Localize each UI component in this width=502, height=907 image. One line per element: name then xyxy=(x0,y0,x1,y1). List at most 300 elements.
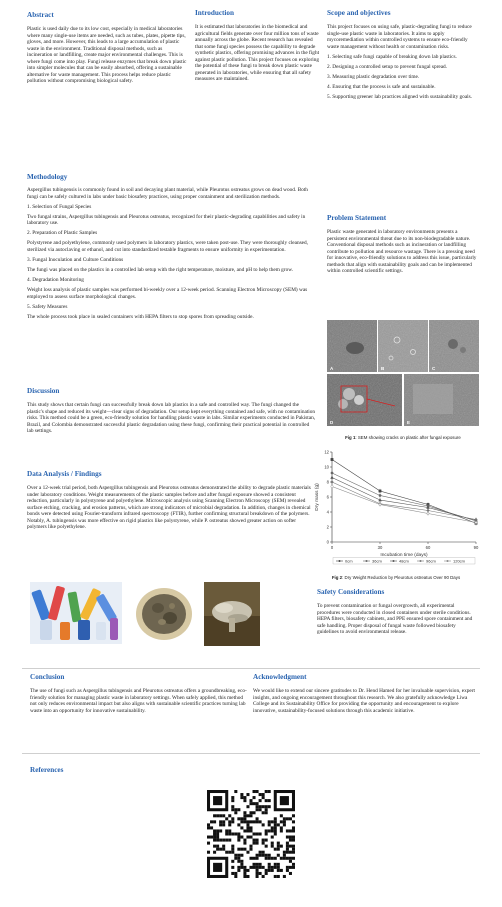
qr-module xyxy=(256,854,259,857)
qr-module xyxy=(265,790,268,793)
qr-module xyxy=(271,869,274,872)
qr-module xyxy=(265,854,268,857)
qr-module xyxy=(274,875,277,878)
qr-module xyxy=(243,811,246,814)
qr-module xyxy=(237,839,240,842)
qr-module xyxy=(289,860,292,863)
qr-module xyxy=(253,863,256,866)
qr-module xyxy=(286,836,289,839)
sem-panel-a xyxy=(327,320,377,372)
qr-module xyxy=(259,851,262,854)
qr-module xyxy=(265,799,268,802)
qr-module xyxy=(207,842,210,845)
abstract-text: Plastic is used daily due to its low cost, especially in medical laboratories where many single-use items are needed, such as tubes, plates, pipette tips, gloves, and more. However, this leads to a large accumulation of plastic waste in the environment. Traditional disposal methods, such as incineration or landfilling, create major environmental challenges. This is where fungi come into play. Fungi release enzymes that break down plastic into simpler molecules that can be easily absorbed, offering a sustainable alternative for waste management. This process helps reduce plastic pollution without compromising biological safety. xyxy=(27,26,187,84)
qr-module xyxy=(222,820,225,823)
qr-module xyxy=(249,829,252,832)
qr-code-icon[interactable] xyxy=(207,790,295,878)
qr-module xyxy=(256,842,259,845)
references-section xyxy=(30,766,230,775)
qr-module xyxy=(274,866,277,869)
sem-panel-letter: E xyxy=(407,420,411,425)
qr-module xyxy=(292,839,295,842)
methodology-step-heading: 5. Safety Measures xyxy=(27,303,68,310)
acknowledgment-text: We would like to extend our sincere gratitudes to Dr. Hend Hamed for her invaluable supervision, expert insights, and ongoing encouragement throughout this research. We also gratefully acknowledge Liwa College and its Sustainability Office for providing the opportunity and encouragement to explore innovative, sustainability-focused solutions through this academic initiative. xyxy=(253,688,475,714)
qr-module xyxy=(216,839,219,842)
qr-module xyxy=(292,814,295,817)
qr-module xyxy=(292,857,295,860)
lab-plastic-waste-photo xyxy=(30,582,122,644)
qr-module xyxy=(234,854,237,857)
qr-module xyxy=(259,820,262,823)
qr-module xyxy=(286,829,289,832)
qr-module xyxy=(234,811,237,814)
qr-module xyxy=(234,790,237,793)
qr-module xyxy=(237,866,240,869)
figure-2 xyxy=(310,446,482,581)
qr-module xyxy=(231,866,234,869)
qr-module xyxy=(240,860,243,863)
qr-module xyxy=(219,848,222,851)
qr-module xyxy=(283,817,286,820)
qr-module xyxy=(268,869,271,872)
qr-module xyxy=(259,808,262,811)
methodology-step-heading: 1. Selection of Fungal Species xyxy=(27,203,92,210)
legend-marker xyxy=(339,560,341,562)
qr-module xyxy=(210,820,213,823)
qr-module xyxy=(234,872,237,875)
methodology-section xyxy=(27,173,317,320)
qr-module xyxy=(292,851,295,854)
qr-module xyxy=(271,826,274,829)
qr-module xyxy=(240,793,243,796)
qr-module xyxy=(256,875,259,878)
qr-module xyxy=(243,820,246,823)
x-tick-label: 60 xyxy=(425,545,431,550)
qr-module xyxy=(289,839,292,842)
qr-module xyxy=(268,805,271,808)
qr-module xyxy=(292,826,295,829)
qr-module xyxy=(240,817,243,820)
sem-panel-letter: C xyxy=(432,366,436,371)
legend-marker xyxy=(393,560,395,562)
qr-module xyxy=(231,851,234,854)
qr-module xyxy=(265,839,268,842)
qr-module xyxy=(280,814,283,817)
qr-module xyxy=(237,808,240,811)
qr-module xyxy=(283,823,286,826)
qr-module xyxy=(231,796,234,799)
dry-weight-chart xyxy=(310,446,482,568)
qr-module xyxy=(219,829,222,832)
sem-panel-d xyxy=(327,374,402,426)
qr-module xyxy=(283,820,286,823)
discussion-section xyxy=(27,387,317,435)
qr-module xyxy=(265,829,268,832)
qr-module xyxy=(262,823,265,826)
scope-item: 5. Supporting greener lab practices aligned with sustainability goals. xyxy=(327,93,473,100)
methodology-step-heading: 3. Fungal Inoculation and Culture Conditions xyxy=(27,256,124,263)
introduction-title: Introduction xyxy=(195,9,235,17)
qr-module xyxy=(277,848,280,851)
qr-module xyxy=(222,814,225,817)
qr-module xyxy=(259,799,262,802)
conclusion-text: The use of fungi such as Aspergillus tubingensis and Pleurotus ostreatus offers a groundbreaking, eco-friendly solution for managing plastic waste in laboratory settings. When safely applied, this method not only reduces environmental impact but also aligns with sustainable scientific practices turning lab waste into an opportunity for innovative sustainability. xyxy=(30,688,247,714)
data-point xyxy=(331,476,334,479)
abstract-section xyxy=(27,11,187,85)
qr-module xyxy=(240,854,243,857)
data-point xyxy=(331,472,333,474)
qr-module xyxy=(289,866,292,869)
qr-module xyxy=(262,796,265,799)
qr-module xyxy=(253,839,256,842)
qr-module xyxy=(277,845,280,848)
qr-module xyxy=(274,823,277,826)
qr-module xyxy=(292,863,295,866)
methodology-step-heading: 2. Preparation of Plastic Samples xyxy=(27,230,98,237)
qr-module xyxy=(228,823,231,826)
qr-module xyxy=(240,866,243,869)
y-tick-label: 0 xyxy=(326,539,329,545)
qr-module xyxy=(256,790,259,793)
qr-module xyxy=(246,823,249,826)
qr-module xyxy=(280,869,283,872)
qr-module xyxy=(246,826,249,829)
qr-module xyxy=(231,872,234,875)
qr-module xyxy=(231,845,234,848)
qr-module xyxy=(249,848,252,851)
y-tick-label: 10 xyxy=(324,464,329,470)
qr-module xyxy=(259,872,262,875)
qr-module xyxy=(237,817,240,820)
qr-module xyxy=(289,836,292,839)
qr-module xyxy=(292,845,295,848)
qr-module xyxy=(249,866,252,869)
figure-1 xyxy=(327,320,479,440)
qr-module xyxy=(231,832,234,835)
scope-section xyxy=(327,9,479,100)
sem-panels-image xyxy=(327,320,479,428)
qr-module xyxy=(289,829,292,832)
qr-module xyxy=(271,866,274,869)
qr-module xyxy=(262,842,265,845)
qr-module xyxy=(277,863,280,866)
x-axis-label: Incubation time (days) xyxy=(380,553,428,558)
qr-module xyxy=(246,875,249,878)
qr-module xyxy=(271,836,274,839)
qr-module xyxy=(256,832,259,835)
safety-section xyxy=(317,588,477,636)
qr-module xyxy=(225,851,228,854)
qr-module xyxy=(246,829,249,832)
qr-module xyxy=(213,832,216,835)
qr-module xyxy=(237,869,240,872)
qr-module xyxy=(216,848,219,851)
qr-module xyxy=(225,839,228,842)
methodology-paragraph: Two fungal strains, Aspergillus tubingensis and Pleurotus ostreatus, recognized for their plastic-degrading capabilities and safety in laboratory use. xyxy=(27,213,306,227)
qr-module xyxy=(231,805,234,808)
qr-module xyxy=(246,851,249,854)
qr-module xyxy=(237,832,240,835)
qr-module xyxy=(231,848,234,851)
problem-section xyxy=(327,214,479,275)
qr-module xyxy=(219,839,222,842)
discussion-title: Discussion xyxy=(27,387,60,395)
scope-title: Scope and objectives xyxy=(327,9,391,17)
qr-module xyxy=(286,869,289,872)
fungal-culture-plate-photo xyxy=(134,586,194,642)
qr-module xyxy=(243,866,246,869)
qr-module xyxy=(249,845,252,848)
x-tick-label: 90 xyxy=(473,545,479,550)
qr-module xyxy=(283,854,286,857)
qr-finder-core xyxy=(213,863,222,872)
qr-module xyxy=(213,836,216,839)
safety-title: Safety Considerations xyxy=(317,588,385,596)
analysis-section xyxy=(27,470,317,531)
qr-module xyxy=(246,836,249,839)
qr-module xyxy=(249,799,252,802)
acknowledgment-section xyxy=(253,673,478,714)
qr-module xyxy=(286,817,289,820)
qr-module xyxy=(256,866,259,869)
qr-module xyxy=(219,820,222,823)
qr-module xyxy=(271,857,274,860)
problem-title: Problem Statement xyxy=(327,214,387,222)
y-tick-label: 4 xyxy=(326,509,329,515)
methodology-step-heading: 4. Degradation Monitoring xyxy=(27,277,84,284)
qr-module xyxy=(243,869,246,872)
qr-module xyxy=(265,808,268,811)
qr-module xyxy=(207,851,210,854)
qr-module xyxy=(240,848,243,851)
qr-module xyxy=(262,866,265,869)
qr-module xyxy=(253,796,256,799)
qr-module xyxy=(207,823,210,826)
qr-module xyxy=(213,814,216,817)
qr-module xyxy=(268,857,271,860)
series-line xyxy=(332,460,476,524)
y-axis-label: Dry mass (g) xyxy=(315,483,320,511)
qr-module xyxy=(228,839,231,842)
qr-module xyxy=(253,820,256,823)
qr-module xyxy=(283,875,286,878)
discussion-text: This study shows that certain fungi can successfully break down lab plastics in a safe and controlled way. The fungi changed the plastic's shape and reduced its weight—clear signs of degradation. Our setup kept everything contained and safe, with no contamination risks. This method could be a green, eco-friendly solution for handling plastic waste in labs. Similar experiments conducted in Pakistan, Brazil, and Colombia demonstrated successful plastic degradation using these fungi, confirming their practical potential in controlled lab settings. xyxy=(27,402,316,434)
qr-module xyxy=(231,808,234,811)
qr-module xyxy=(262,839,265,842)
qr-module xyxy=(240,820,243,823)
qr-module xyxy=(237,854,240,857)
qr-module xyxy=(234,832,237,835)
qr-module xyxy=(243,799,246,802)
qr-module xyxy=(259,805,262,808)
qr-module xyxy=(262,793,265,796)
introduction-section xyxy=(195,9,320,83)
qr-module xyxy=(289,817,292,820)
qr-module xyxy=(243,796,246,799)
qr-module xyxy=(274,826,277,829)
qr-module xyxy=(286,851,289,854)
qr-module xyxy=(228,832,231,835)
analysis-title: Data Analysis / Findings xyxy=(27,470,102,478)
methodology-paragraph: The whole process took place in sealed containers with HEPA filters to stop spores from spreading outside. xyxy=(27,313,254,320)
qr-module xyxy=(274,857,277,860)
qr-module xyxy=(280,857,283,860)
introduction-text: It is estimated that laboratories in the biomedical and agricultural fields generate over four million tons of waste annually across the globe. Recent research has revealed that some fungi species possess the capability to degrade synthetic plastics, offering promising advances in the fight against plastic pollution. This project focuses on exploring the potential of these fungi to break down plastic waste generated in laboratories, while ensuring that all safety measures are maintained. xyxy=(195,24,320,82)
qr-module xyxy=(243,839,246,842)
qr-module xyxy=(253,790,256,793)
qr-module xyxy=(289,845,292,848)
qr-module xyxy=(280,820,283,823)
scope-item: 1. Selecting safe fungi capable of breaking down lab plastics. xyxy=(327,53,457,60)
qr-module xyxy=(249,802,252,805)
qr-module xyxy=(259,863,262,866)
methodology-paragraph: Polystyrene and polyethylene, commonly used polymers in laboratory plastics, were taken post-use. They were thoroughly cleansed, sterilized via autoclaving or ethanol, and cut into standardized testable fragments to ensure uniformity in experimentation. xyxy=(27,240,309,253)
qr-module xyxy=(277,875,280,878)
qr-module xyxy=(213,851,216,854)
qr-module xyxy=(225,829,228,832)
qr-module xyxy=(265,805,268,808)
qr-module xyxy=(256,872,259,875)
scope-item: 2. Designing a controlled setup to prevent fungal spread. xyxy=(327,63,448,70)
qr-module xyxy=(268,854,271,857)
qr-module xyxy=(249,836,252,839)
qr-module xyxy=(246,869,249,872)
qr-module xyxy=(216,832,219,835)
qr-module xyxy=(234,875,237,878)
qr-module xyxy=(259,866,262,869)
qr-module xyxy=(222,823,225,826)
qr-module xyxy=(265,845,268,848)
qr-module xyxy=(249,811,252,814)
data-point xyxy=(331,458,333,460)
qr-module xyxy=(280,829,283,832)
qr-module xyxy=(219,823,222,826)
qr-module xyxy=(292,848,295,851)
qr-module xyxy=(274,863,277,866)
divider xyxy=(22,668,480,669)
qr-module xyxy=(256,869,259,872)
qr-module xyxy=(283,857,286,860)
qr-module xyxy=(216,836,219,839)
qr-module xyxy=(249,814,252,817)
qr-module xyxy=(292,836,295,839)
problem-text: Plastic waste generated in laboratory environments presents a persistent environmental threat due to its non-biodegradable nature. Conventional disposal methods such as incineration or landfilling contribute to pollution and resource wastage. There is a pressing need for innovative, eco-friendly solutions to address this issue, particularly methods that align with sustainability goals and can be implemented within controlled scientific settings. xyxy=(327,229,477,274)
analysis-text: Over a 12-week trial period, both Aspergillus tubingensis and Pleurotus ostreatus demonstrated the ability to degrade plastic materials under laboratory conditions. Weight measurements of the plastic samples before and after fungal exposure showed a consistent reduction, particularly in polystyrene and polyethylene. Microscopic analysis using Scanning Electron Microscopy (SEM) revealed surface etching, cracking, and erosion patterns, which are strong indicators of microbial degradation. In addition, changes in chemical bonds were detected using Fourier-transform infrared spectroscopy (FTIR), further confirming structural breakdown of the polymers. Notably, A. tubingensis was more effective on rigid plastics like polystyrene, while P. ostreatus showed greater action on softer polymers like polyethylene. xyxy=(27,485,311,530)
qr-module xyxy=(246,793,249,796)
qr-module xyxy=(210,836,213,839)
qr-module xyxy=(256,863,259,866)
conclusion-section xyxy=(30,673,248,714)
qr-module xyxy=(268,866,271,869)
qr-module xyxy=(256,802,259,805)
qr-module xyxy=(259,832,262,835)
figure-2-caption xyxy=(310,575,482,581)
qr-module xyxy=(289,872,292,875)
data-point xyxy=(331,481,334,484)
qr-module xyxy=(213,839,216,842)
qr-module xyxy=(253,842,256,845)
legend-marker xyxy=(447,560,449,562)
qr-module xyxy=(207,826,210,829)
divider xyxy=(22,753,480,754)
y-tick-label: 12 xyxy=(324,449,329,455)
legend-marker xyxy=(420,560,422,562)
scope-item: 3. Measuring plastic degradation over time. xyxy=(327,73,420,80)
qr-module xyxy=(256,839,259,842)
qr-module xyxy=(228,851,231,854)
qr-module xyxy=(277,866,280,869)
series-line xyxy=(332,473,476,521)
qr-module xyxy=(262,851,265,854)
qr-module xyxy=(222,848,225,851)
qr-module xyxy=(256,805,259,808)
qr-module xyxy=(237,848,240,851)
x-tick-label: 0 xyxy=(330,545,334,550)
qr-module xyxy=(277,823,280,826)
qr-module xyxy=(286,845,289,848)
legend-label: 120cm xyxy=(453,558,466,564)
qr-module xyxy=(243,842,246,845)
qr-module xyxy=(268,820,271,823)
conclusion-title: Conclusion xyxy=(30,673,65,681)
qr-module xyxy=(262,875,265,878)
qr-module xyxy=(283,851,286,854)
qr-module xyxy=(271,820,274,823)
qr-module xyxy=(274,848,277,851)
qr-module xyxy=(268,790,271,793)
methodology-paragraph: Weight loss analysis of plastic samples was performed bi-weekly over a 12-week period. Scanning Electron Microscopy (SEM) was employed to assess surface morphological changes. xyxy=(27,287,308,300)
qr-module xyxy=(246,820,249,823)
qr-module xyxy=(243,814,246,817)
qr-module xyxy=(237,836,240,839)
qr-module xyxy=(265,872,268,875)
qr-module xyxy=(286,857,289,860)
methodology-title: Methodology xyxy=(27,173,68,181)
qr-module xyxy=(240,826,243,829)
qr-module xyxy=(274,820,277,823)
x-tick-label: 30 xyxy=(377,545,383,550)
abstract-title: Abstract xyxy=(27,11,54,19)
qr-module xyxy=(243,848,246,851)
qr-module xyxy=(228,820,231,823)
qr-module xyxy=(237,823,240,826)
qr-module xyxy=(216,829,219,832)
qr-module xyxy=(222,845,225,848)
qr-module xyxy=(249,857,252,860)
legend-label: 36cm xyxy=(372,558,382,564)
figure-2-caption-text: : Dry Weight Reduction by Pleurotus ostreatus Over 90 Days xyxy=(342,575,461,580)
qr-module xyxy=(216,845,219,848)
qr-module xyxy=(243,875,246,878)
qr-module xyxy=(249,826,252,829)
qr-module xyxy=(253,802,256,805)
qr-module xyxy=(253,866,256,869)
qr-module xyxy=(246,805,249,808)
scope-intro: This project focuses on using safe, plastic-degrading fungi to reduce single-use plastic waste in laboratories. It aims to apply mycoremediation within controlled systems to ensure eco-friendly waste management without health or contamination risks. xyxy=(327,24,472,50)
qr-module xyxy=(225,817,228,820)
qr-module xyxy=(253,832,256,835)
qr-module xyxy=(243,829,246,832)
qr-module xyxy=(274,832,277,835)
qr-module xyxy=(265,857,268,860)
oyster-mushroom-photo xyxy=(204,582,260,646)
legend-label: 0cm xyxy=(345,558,353,564)
figure-1-label: Fig 1 xyxy=(345,435,356,440)
figure-1-caption xyxy=(327,435,479,441)
qr-module xyxy=(253,857,256,860)
qr-module xyxy=(289,851,292,854)
qr-finder-core xyxy=(280,796,289,805)
